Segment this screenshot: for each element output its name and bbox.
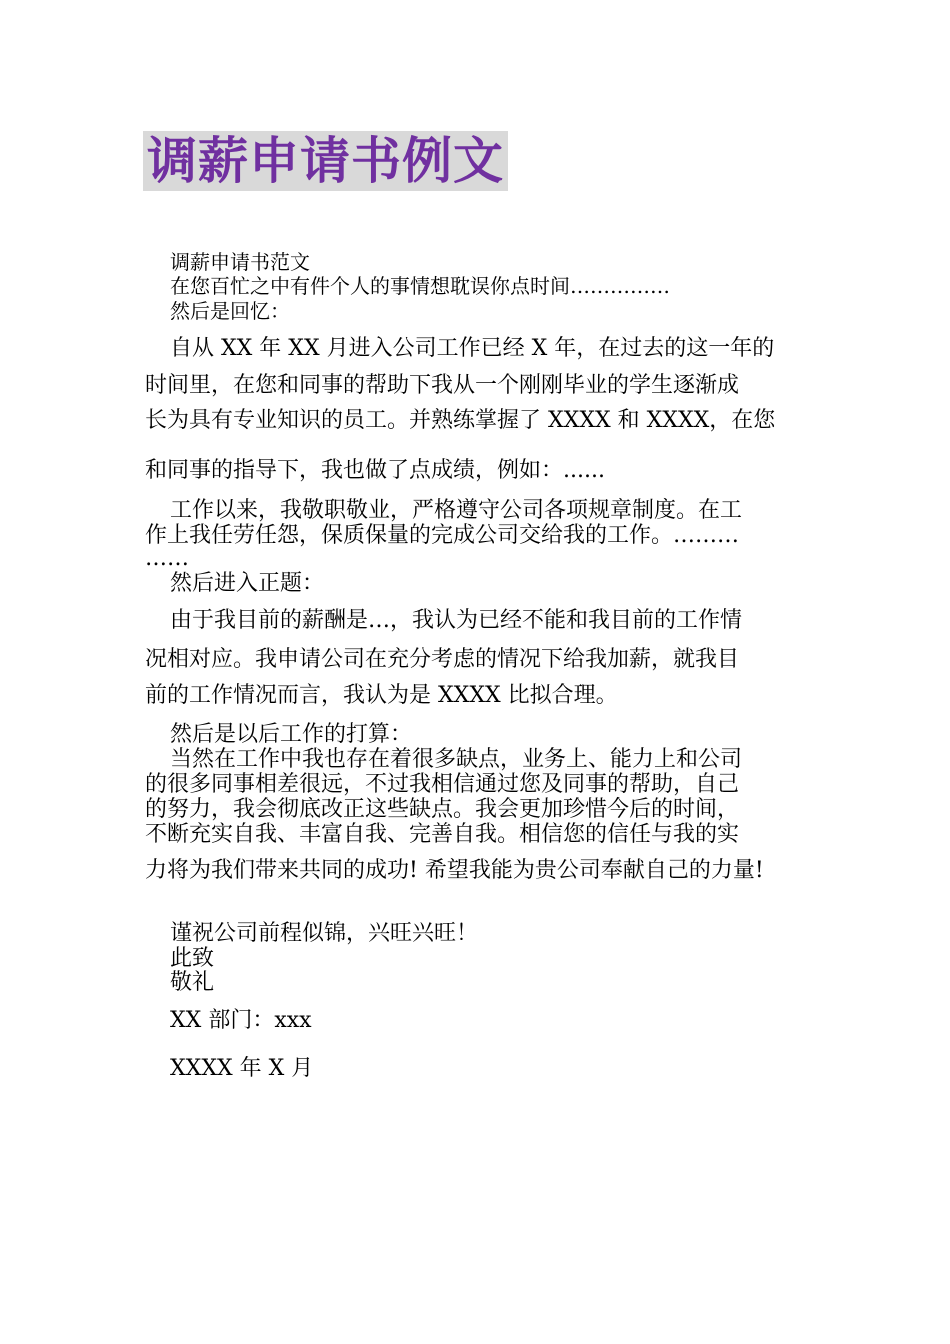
text-line: 然后进入正题： [170, 571, 325, 596]
document-title: 调薪申请书例文 [143, 131, 508, 191]
text-line: 和同事的指导下，我也做了点成绩，例如：...... [145, 458, 605, 483]
text-line: 的很多同事相差很远，不过我相信通过您及同事的帮助，自己 [145, 772, 740, 797]
closing-line: 敬礼 [170, 970, 215, 995]
text-line: 长为具有专业知识的员工。并熟练掌握了 XXXX 和 XXXX，在您 [145, 408, 776, 433]
text-line: 前的工作情况而言，我认为是 XXXX 比拟合理。 [145, 683, 618, 708]
text-line: 作上我任劳任怨，保质保量的完成公司交给我的工作。……… [145, 523, 740, 548]
subtitle-line: 调薪申请书范文 [170, 250, 310, 274]
text-line: 力将为我们带来共同的成功! 希望我能为贵公司奉献自己的力量! [145, 858, 764, 883]
text-line: 况相对应。我申请公司在充分考虑的情况下给我加薪，就我目 [145, 647, 740, 672]
text-line: 当然在工作中我也存在着很多缺点，业务上、能力上和公司 [170, 747, 743, 772]
text-line: 在您百忙之中有件个人的事情想耽误你点时间…………… [170, 274, 670, 298]
text-line: 然后是回忆： [170, 299, 290, 323]
closing-line: 此致 [170, 946, 215, 971]
signature-date: XXXX 年 X 月 [170, 1056, 314, 1081]
text-line: 的努力，我会彻底改正这些缺点。我会更加珍惜今后的时间， [145, 797, 740, 822]
text-line: 自从 XX 年 XX 月进入公司工作已经 X 年，在过去的这一年的 [170, 336, 775, 361]
text-line: 工作以来，我敬职敬业，严格遵守公司各项规章制度。在工 [170, 498, 743, 523]
text-line: 由于我目前的薪酬是…，我认为已经不能和我目前的工作情 [170, 608, 743, 633]
text-line: …… [145, 546, 189, 571]
text-line: 然后是以后工作的打算： [170, 722, 413, 747]
text-line: 时间里，在您和同事的帮助下我从一个刚刚毕业的学生逐渐成 [145, 373, 740, 398]
text-line: 不断充实自我、丰富自我、完善自我。相信您的信任与我的实 [145, 822, 740, 847]
signature-department: XX 部门：xxx [170, 1008, 312, 1033]
closing-line: 谨祝公司前程似锦，兴旺兴旺！ [170, 921, 479, 946]
